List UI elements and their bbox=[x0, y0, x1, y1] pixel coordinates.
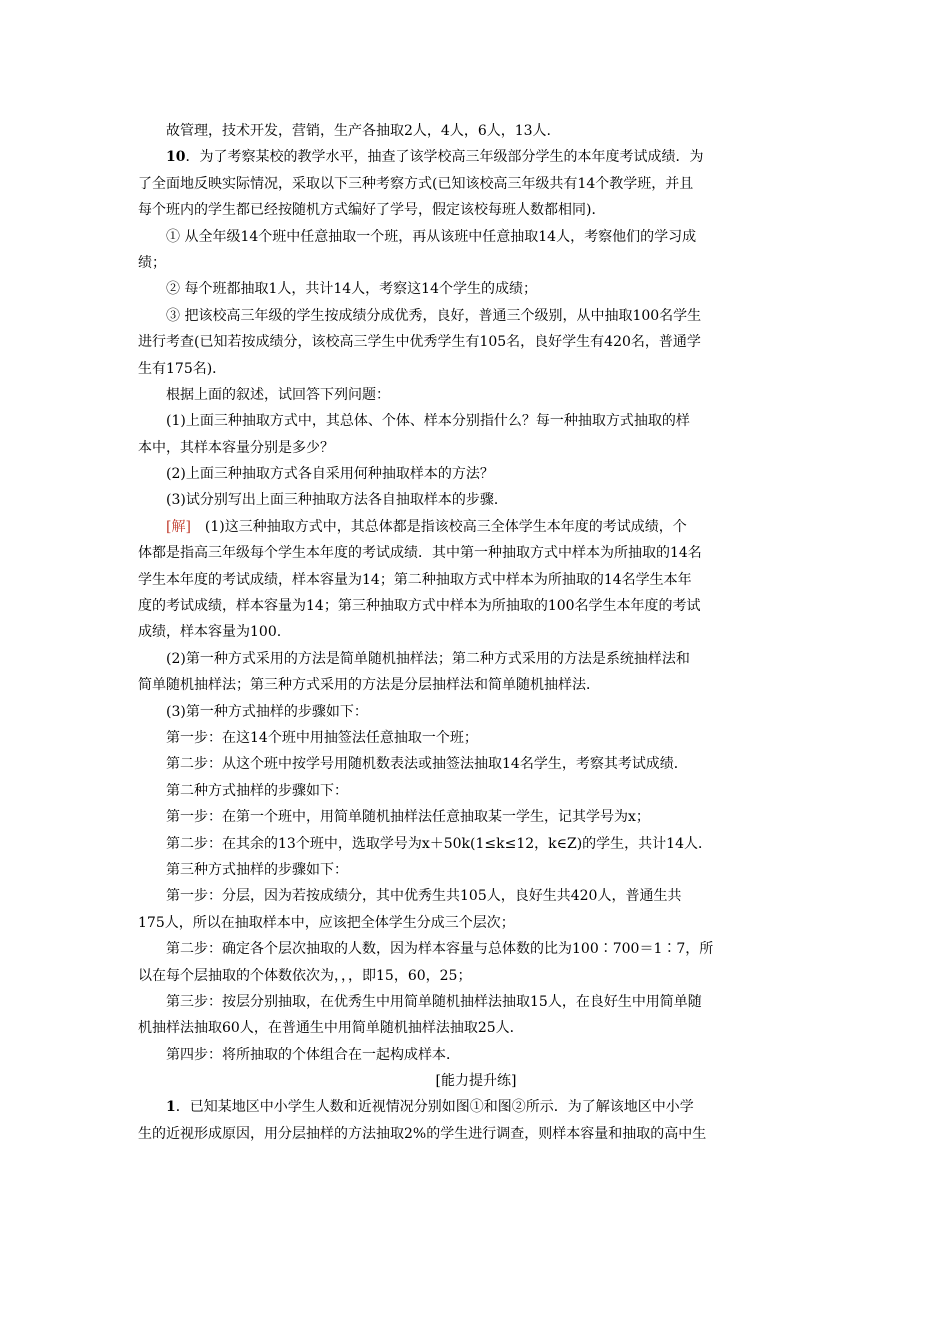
text-line: 简单随机抽样法；第三种方式采用的方法是分层抽样法和简单随机抽样法． bbox=[138, 677, 600, 694]
text-line: 每个班内的学生都已经按随机方式编好了学号，假定该校每班人数都相同)． bbox=[138, 202, 606, 219]
text-line: 体都是指高三年级每个学生本年度的考试成绩．其中第一种抽取方式中样本为所抽取的14名 bbox=[138, 545, 702, 562]
step-line: 第四步：将所抽取的个体组合在一起构成样本． bbox=[166, 1046, 460, 1063]
step-line: 第二步：确定各个层次抽取的人数，因为样本容量与总体数的比为100∶700＝1∶7，所 bbox=[166, 941, 714, 958]
question-1-line: 1．已知某地区中小学生人数和近视情况分别如图①和图②所示．为了解该地区中小学 bbox=[166, 1099, 694, 1116]
text-line: (3)第一种方式抽样的步骤如下： bbox=[166, 703, 368, 720]
document-body bbox=[138, 118, 814, 1147]
text-line: 根据上面的叙述，试回答下列问题： bbox=[166, 386, 390, 403]
text-line: 机抽样法抽取60人，在普通生中用简单随机抽样法抽取25人． bbox=[138, 1020, 524, 1037]
option-1-line: ① 从全年级14个班中任意抽取一个班，再从该班中任意抽取14人，考察他们的学习成 bbox=[166, 228, 697, 245]
step-line: 第一步：分层，因为若按成绩分，其中优秀生共105人，良好生共420人，普通生共 bbox=[166, 888, 682, 905]
option-2-line: ② 每个班都抽取1人，共计14人，考察这14个学生的成绩； bbox=[166, 281, 537, 298]
sub-question-2: (2)上面三种抽取方式各自采用何种抽取样本的方法？ bbox=[166, 466, 494, 483]
step-line: 第二步：在其余的13个班中，选取学号为x＋50k(1≤k≤12，k∈Z)的学生，共计14人． bbox=[166, 835, 712, 852]
text-line: 故管理，技术开发，营销，生产各抽取2人，4人，6人，13人. bbox=[166, 123, 551, 139]
text-line: 了全面地反映实际情况，采取以下三种考察方式(已知该校高三年级共有14个教学班，并且 bbox=[138, 175, 694, 192]
text-line: 成绩，样本容量为100. bbox=[138, 624, 282, 641]
question-number: 1 bbox=[166, 1099, 176, 1116]
text-line: 进行考查(已知若按成绩分，该校高三学生中优秀学生有105名，良好学生有420名，普通学 bbox=[138, 334, 701, 351]
text-line: 175人，所以在抽取样本中，应该把全体学生分成三个层次； bbox=[138, 914, 515, 931]
text-line: 绩； bbox=[138, 254, 166, 271]
text-line: 学生本年度的考试成绩，样本容量为14；第二种抽取方式中样本为所抽取的14名学生本年 bbox=[138, 571, 692, 588]
sub-question-3: (3)试分别写出上面三种抽取方法各自抽取样本的步骤． bbox=[166, 492, 508, 509]
text-line: 本中，其样本容量分别是多少？ bbox=[138, 439, 334, 456]
question-number: 10 bbox=[166, 149, 186, 166]
step-line: 第二步：从这个班中按学号用随机数表法或抽签法抽取14名学生，考察其考试成绩． bbox=[166, 756, 688, 773]
sub-question-1: (1)上面三种抽取方式中，其总体、个体、样本分别指什么？每一种抽取方式抽取的样 bbox=[166, 413, 690, 430]
solution-tag: [解] bbox=[166, 518, 191, 535]
text-line: (2)第一种方式采用的方法是简单随机抽样法；第二种方式采用的方法是系统抽样法和 bbox=[166, 650, 690, 667]
option-3-line: ③ 把该校高三年级的学生按成绩分成优秀，良好，普通三个级别，从中抽取100名学生 bbox=[166, 307, 702, 324]
text-line: 生有175名)． bbox=[138, 360, 227, 377]
question-10-line: 10．为了考察某校的教学水平，抽查了该学校高三年级部分学生的本年度考试成绩．为 bbox=[166, 149, 704, 166]
step-line: 第三步：按层分别抽取，在优秀生中用简单随机抽样法抽取15人，在良好生中用简单随 bbox=[166, 993, 702, 1010]
text-line: 度的考试成绩，样本容量为14；第三种抽取方式中样本为所抽取的100名学生本年度的考试 bbox=[138, 598, 701, 615]
text-line: 以在每个层抽取的个体数依次为，，，即15，60，25； bbox=[138, 967, 472, 984]
solution-line: [解] (1)这三种抽取方式中，其总体都是指该校高三全体学生本年度的考试成绩，个 bbox=[166, 518, 687, 535]
text-line: 生的近视形成原因，用分层抽样的方法抽取2%的学生进行调查，则样本容量和抽取的高中生 bbox=[138, 1125, 707, 1142]
text-line: 第二种方式抽样的步骤如下： bbox=[166, 782, 348, 799]
section-heading: [能力提升练] bbox=[435, 1073, 517, 1090]
text-line: 第三种方式抽样的步骤如下： bbox=[166, 861, 348, 878]
step-line: 第一步：在这14个班中用抽签法任意抽取一个班； bbox=[166, 729, 478, 746]
step-line: 第一步：在第一个班中，用简单随机抽样法任意抽取某一学生，记其学号为x； bbox=[166, 809, 650, 826]
